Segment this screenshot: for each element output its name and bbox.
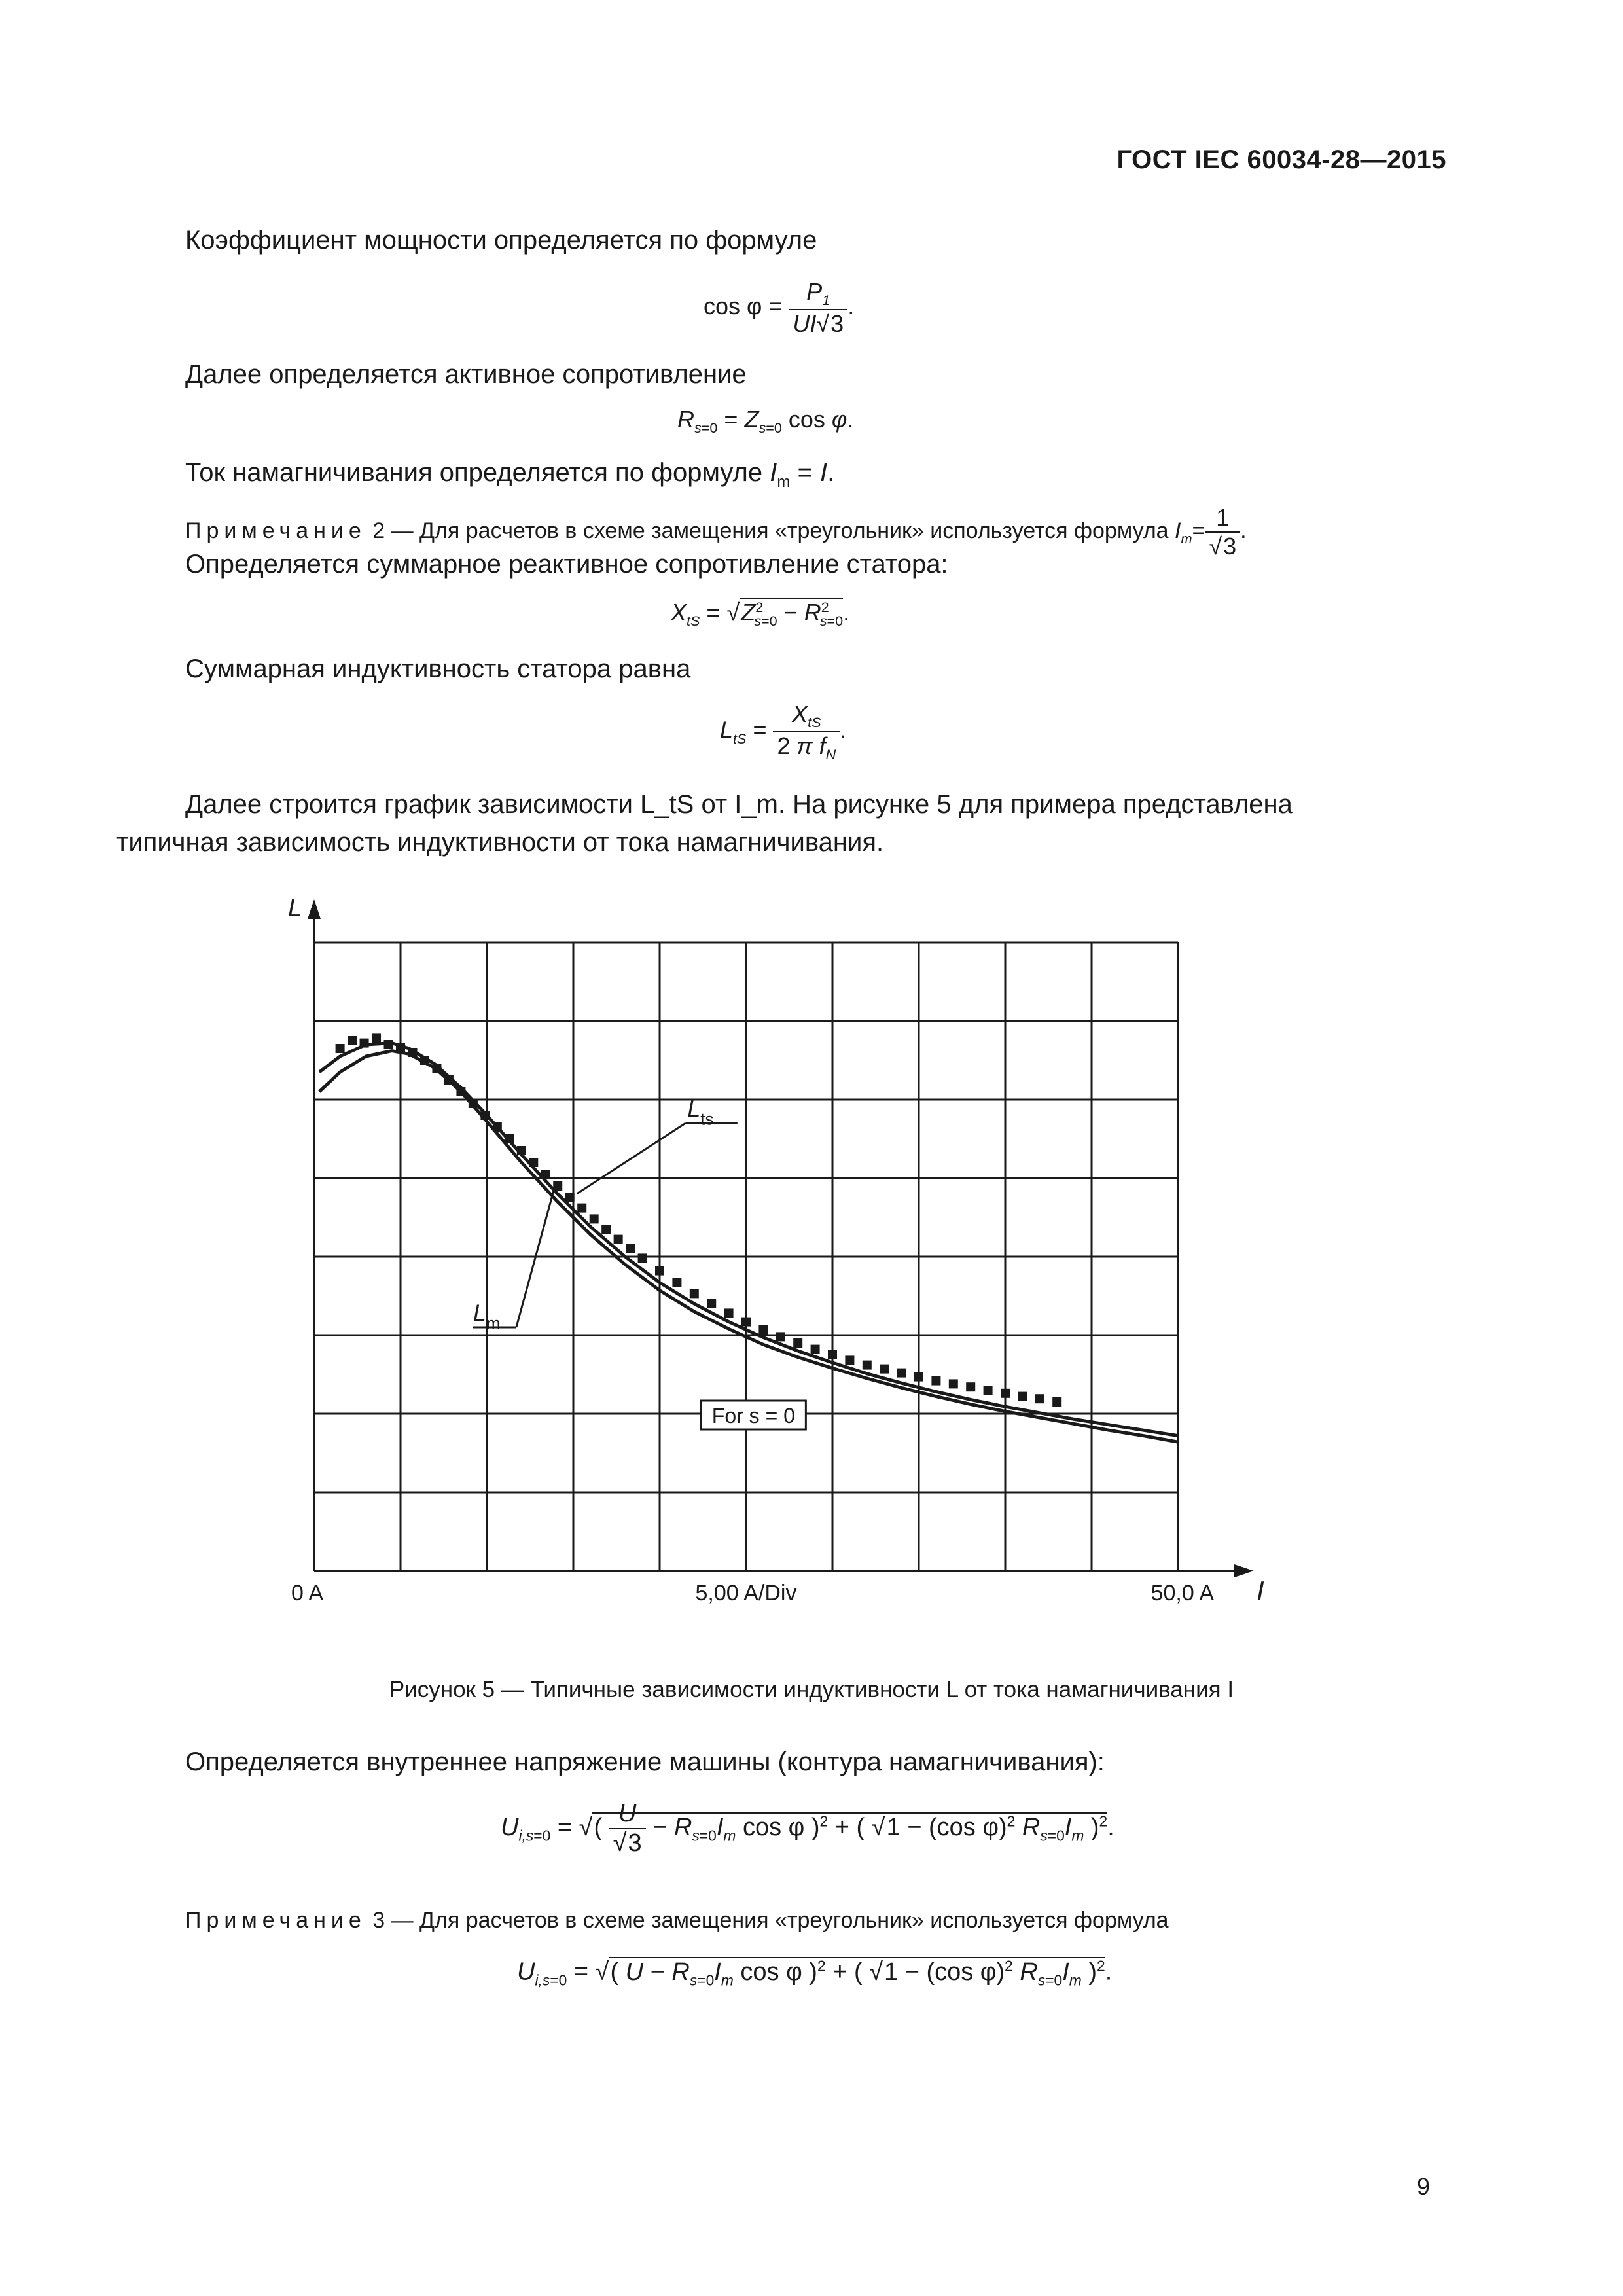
paragraph-inductance: Суммарная индуктивность статора равна [185, 655, 691, 683]
data-point-lts [1035, 1394, 1044, 1403]
formula-reactance: $X_{tS} = √Z^2_{s=0} - R^2_{s=0}$. [671, 599, 850, 630]
data-point-lts [863, 1361, 872, 1370]
figure-caption: Рисунок 5 — Типичные зависимости индуктивности L от тока намагничивания I [389, 1677, 1234, 1702]
data-point-lts [949, 1379, 958, 1388]
series-label-lm: $L_m$ [473, 1299, 501, 1333]
chart-axes [308, 899, 1254, 1577]
data-point-lts [672, 1278, 681, 1287]
data-point-lts [1052, 1397, 1061, 1407]
data-point-lts [577, 1204, 586, 1213]
x-tick-label: 0 A [291, 1581, 324, 1605]
series-line-2 [319, 1051, 1178, 1443]
data-point-lts [845, 1355, 854, 1365]
data-point-lts [931, 1376, 940, 1386]
data-point-lts [590, 1214, 599, 1223]
data-point-lts [984, 1386, 993, 1395]
inductance-chart [262, 890, 1283, 1643]
formula-internal-voltage: $U_{i,s=0}$ = √( $\frac{U}{√3}$ − $R_{s=0}I_m$ cos φ )$^2$ + ( √1 − (cos φ)$^2$ $R_{s=0}I_m$ )$^2$. [501, 1800, 1115, 1857]
paragraph-internal-voltage: Определяется внутреннее напряжение машины (контура намагничивания): [185, 1748, 1105, 1776]
chart-series [319, 1033, 1178, 1442]
paragraph-active-resistance: Далее определяется активное сопротивление [185, 360, 747, 389]
x-axis-arrow [1234, 1564, 1254, 1577]
paragraph-reactive-resistance: Определяется суммарное реактивное сопротивление статора: [185, 550, 948, 579]
data-point-lts [614, 1235, 623, 1244]
data-point-lts [655, 1266, 664, 1276]
data-point-lts [776, 1332, 785, 1341]
data-point-lts [724, 1308, 734, 1318]
data-point-lts [966, 1382, 975, 1391]
x-tick-label: 50,0 A [1150, 1581, 1214, 1605]
data-point-lts [897, 1369, 906, 1378]
data-point-lts [828, 1350, 837, 1359]
standard-header: ГОСТ IEC 60034-28—2015 [1116, 145, 1446, 174]
note-2: Примечание 2 — Для расчетов в схеме замещения «треугольник» используется формула $I_m=$ $\frac{1}{√3}$ . [185, 504, 1247, 560]
y-axis-arrow [308, 899, 321, 919]
data-point-lts [741, 1318, 751, 1327]
data-point-lts [707, 1299, 716, 1308]
data-point-lts [880, 1365, 889, 1374]
annotation-text: For s = 0 [711, 1404, 795, 1427]
leader-line-lm [516, 1182, 556, 1327]
data-point-lts [758, 1325, 768, 1335]
data-point-lts [626, 1244, 635, 1253]
data-point-lts [793, 1338, 802, 1348]
page-number: 9 [1416, 2173, 1430, 2200]
data-point-lts [372, 1033, 381, 1043]
data-point-lts [1018, 1392, 1027, 1401]
series-label-lm-sub: m [486, 1313, 501, 1333]
data-point-lts [336, 1044, 345, 1053]
chart-labels [288, 895, 1264, 1606]
paragraph-power-factor: Коэффициент мощности определяется по формуле [185, 226, 817, 255]
leader-line-lts [577, 1123, 685, 1194]
series-label-lts: $L_{ts}$ [687, 1095, 714, 1129]
formula-resistance: $R_{s=0} = Z_{s=0}$ cos φ. [677, 406, 854, 437]
formula-internal-voltage-delta: $U_{i,s=0}$ = √( $U - R_{s=0}I_m$ cos φ )$^2$ + ( √1 − (cos φ)$^2$ $R_{s=0}I_m$ )$^2$. [517, 1957, 1113, 1989]
formula-inductance: $L_{tS}$ = $\frac{X_{tS}}{2 \pi f_N}$ . [720, 700, 847, 763]
series-label-lts-sub: ts [700, 1109, 714, 1129]
formula-cos-phi: cos φ = $\frac{P_1}{UI√3}$ . [704, 278, 855, 338]
x-tick-label: 5,00 A/Div [695, 1581, 797, 1605]
series-line-1 [319, 1043, 1178, 1436]
paragraph-magnetizing-current: Ток намагничивания определяется по формуле $I_m = I$. [185, 458, 835, 491]
data-point-lts [1001, 1389, 1010, 1398]
note-3: Примечание 3 — Для расчетов в схеме замещения «треугольник» используется формула [185, 1908, 1169, 1933]
paragraph-graph-description: Далее строится график зависимости L_tS от I_m. На рисунке 5 для примера представлена типичная зависимость индуктивности от тока намагничивания. [116, 790, 1293, 857]
data-point-lts [638, 1253, 647, 1263]
data-point-lts [348, 1036, 357, 1045]
chart-grid [314, 942, 1178, 1571]
y-axis-label: L [288, 895, 302, 922]
data-point-lts [601, 1225, 611, 1234]
x-axis-label: I [1257, 1575, 1264, 1606]
data-point-lts [914, 1372, 923, 1382]
data-point-lts [811, 1345, 820, 1354]
data-point-lts [690, 1289, 699, 1298]
